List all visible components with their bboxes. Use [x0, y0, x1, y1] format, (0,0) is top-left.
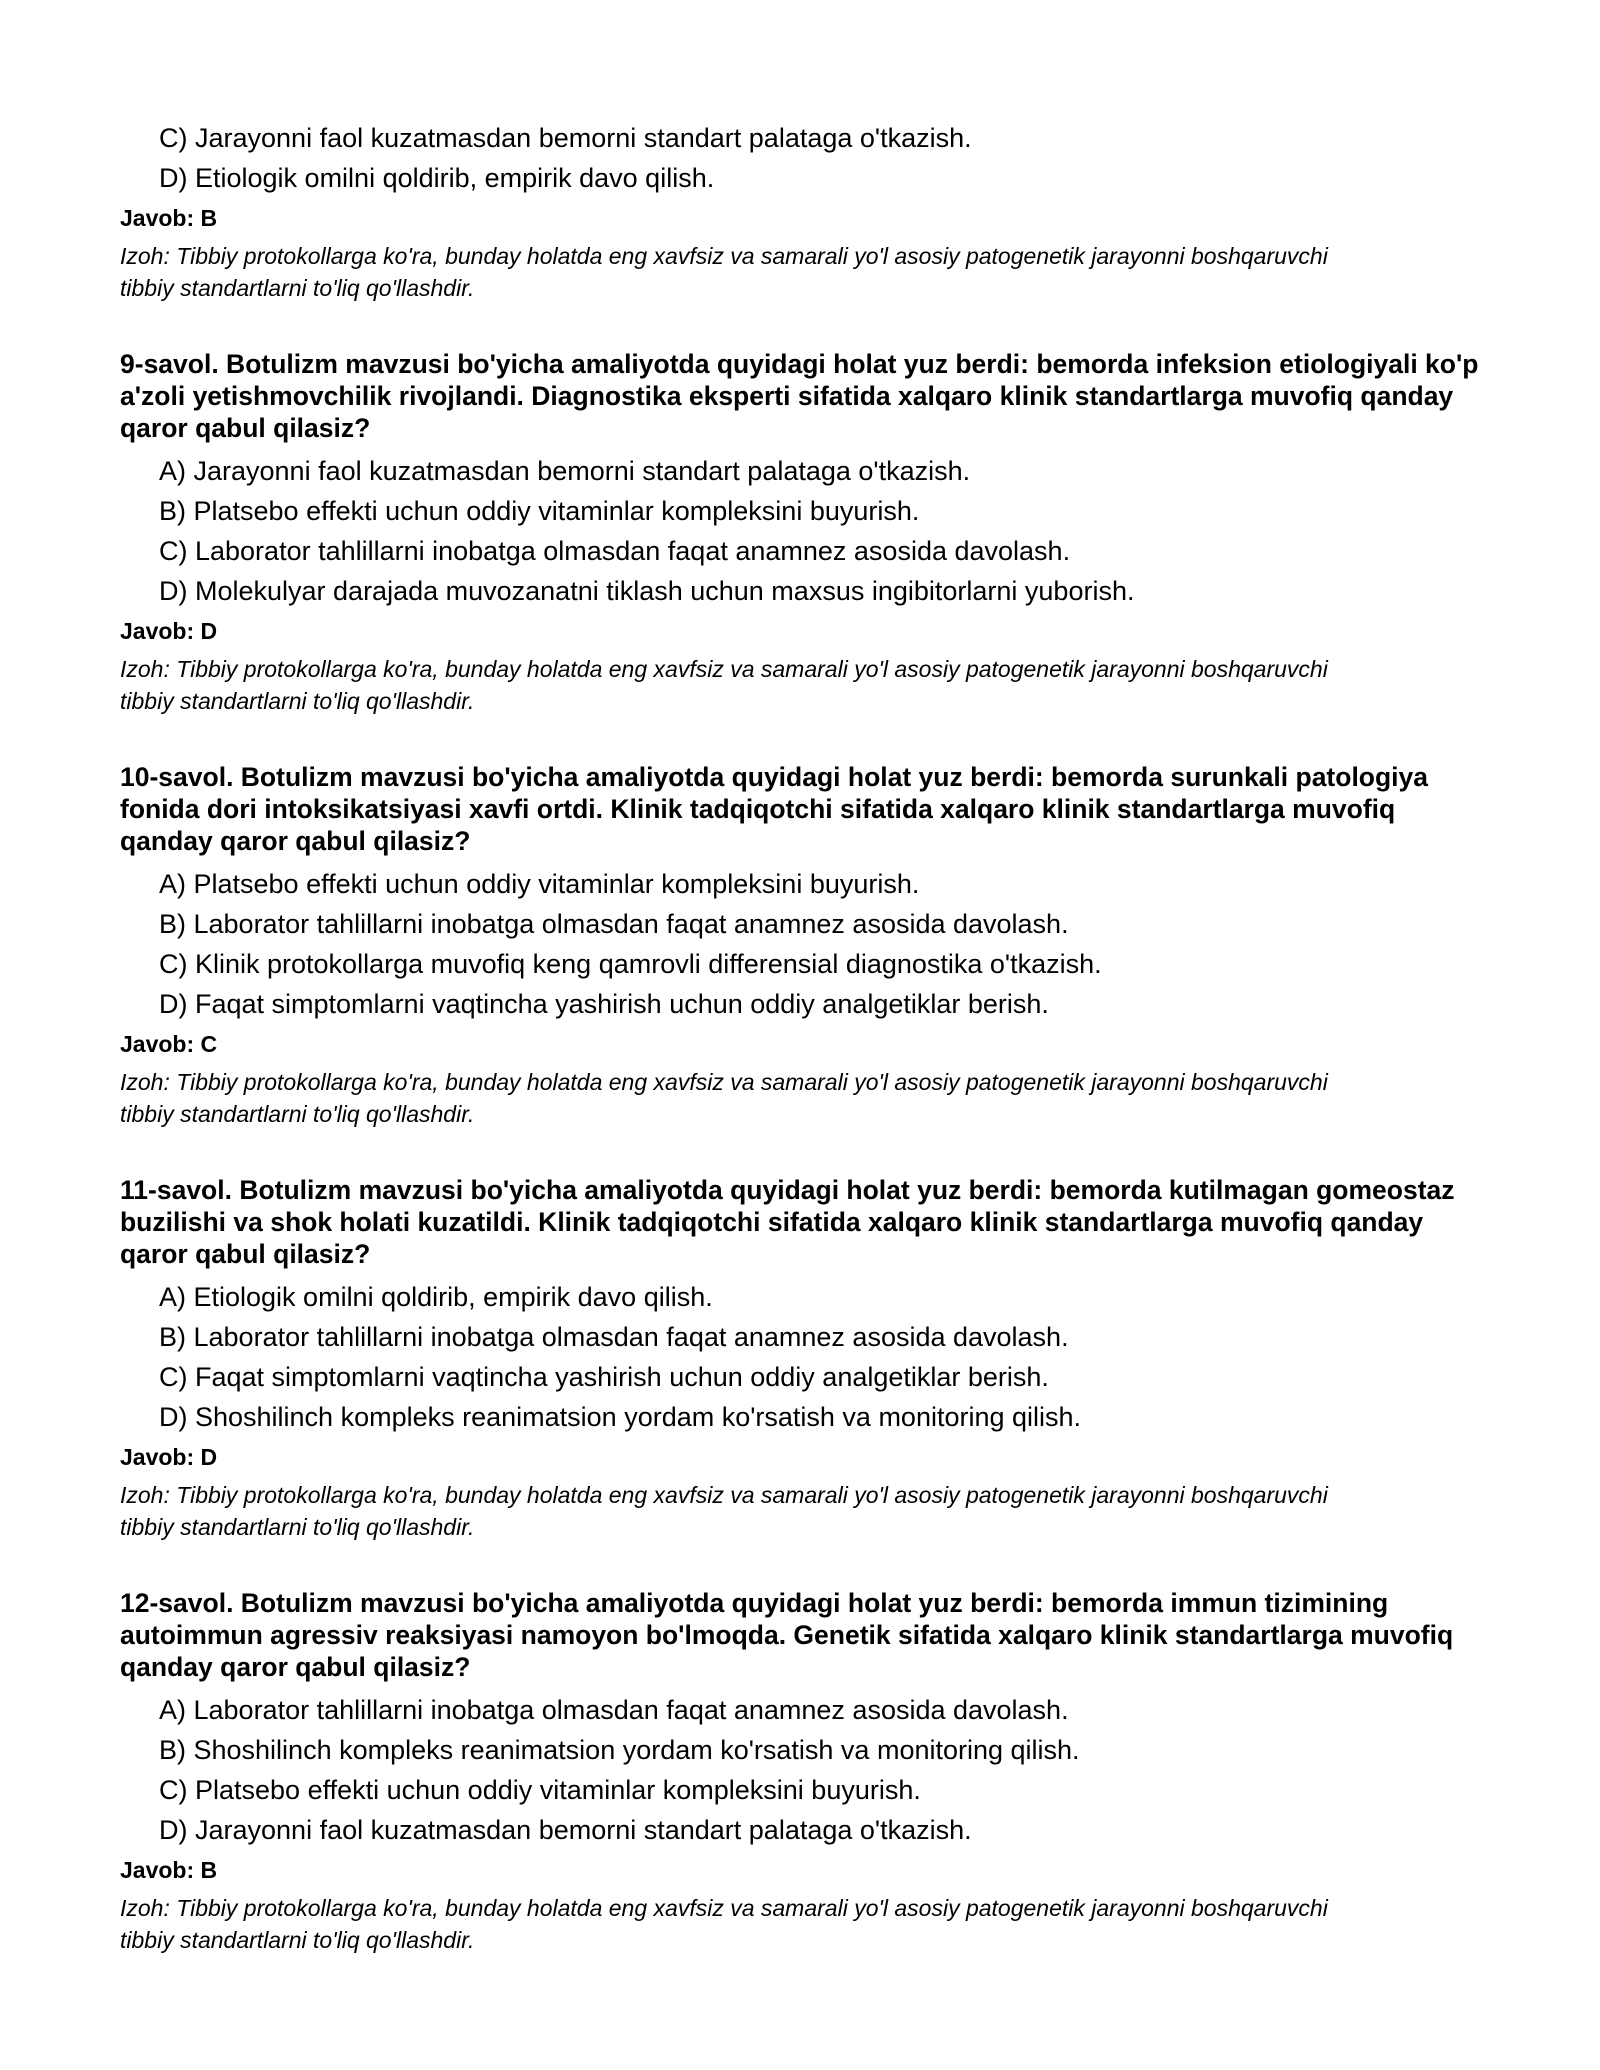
question-block-11: [120, 1174, 1480, 1543]
option-b: B) Laborator tahlillarni inobatga olmasdan faqat anamnez asosida davolash.: [159, 909, 1069, 939]
explanation-text: Izoh: Tibbiy protokollarga ko'ra, bunday holatda eng xavfsiz va samarali yo'l asosiy patogenetik jarayonni boshqaruvchi tibbiy standartlarni to'liq qo'llashdir.: [120, 243, 1328, 301]
option-c: C) Jarayonni faol kuzatmasdan bemorni standart palataga o'tkazish.: [159, 123, 972, 153]
answer-label: Javob: C: [120, 1031, 218, 1057]
option-d: D) Faqat simptomlarni vaqtincha yashirish uchun oddiy analgetiklar berish.: [159, 989, 1049, 1019]
question-block-10: [120, 761, 1480, 1130]
answer-label: Javob: B: [120, 1857, 218, 1883]
option-a: A) Jarayonni faol kuzatmasdan bemorni standart palataga o'tkazish.: [159, 456, 971, 486]
option-b: B) Shoshilinch kompleks reanimatsion yordam ko'rsatish va monitoring qilish.: [159, 1735, 1080, 1765]
explanation-text: Izoh: Tibbiy protokollarga ko'ra, bunday holatda eng xavfsiz va samarali yo'l asosiy patogenetik jarayonni boshqaruvchi tibbiy standartlarni to'liq qo'llashdir.: [120, 1895, 1328, 1953]
question-text: 10-savol. Botulizm mavzusi bo'yicha amaliyotda quyidagi holat yuz berdi: bemorda surunkali patologiya fonida dori intoksikatsiyasi xavfi ortdi. Klinik tadqiqotchi sifatida xalqaro klinik standartlarga muvofiq qanday qaror qabul qilasiz?: [120, 762, 1429, 856]
options-list: [120, 118, 1480, 198]
question-text: 11-savol. Botulizm mavzusi bo'yicha amaliyotda quyidagi holat yuz berdi: bemorda kutilmagan gomeostaz buzilishi va shok holati kuzatildi. Klinik tadqiqotchi sifatida xalqaro klinik standartlarga muvofiq qanday qaror qabul qilasiz?: [120, 1175, 1455, 1269]
question-block-12: [120, 1587, 1480, 1956]
option-a: A) Etiologik omilni qoldirib, empirik davo qilish.: [159, 1282, 713, 1312]
options-list: [120, 1277, 1480, 1437]
explanation-text: Izoh: Tibbiy protokollarga ko'ra, bunday holatda eng xavfsiz va samarali yo'l asosiy patogenetik jarayonni boshqaruvchi tibbiy standartlarni to'liq qo'llashdir.: [120, 1482, 1328, 1540]
option-a: A) Laborator tahlillarni inobatga olmasdan faqat anamnez asosida davolash.: [159, 1695, 1069, 1725]
option-b: B) Platsebo effekti uchun oddiy vitaminlar kompleksini buyurish.: [159, 496, 920, 526]
option-b: B) Laborator tahlillarni inobatga olmasdan faqat anamnez asosida davolash.: [159, 1322, 1069, 1352]
option-d: D) Shoshilinch kompleks reanimatsion yordam ko'rsatish va monitoring qilish.: [159, 1402, 1082, 1432]
answer-label: Javob: D: [120, 618, 218, 644]
question-block-continued: [120, 118, 1480, 304]
option-d: D) Molekulyar darajada muvozanatni tiklash uchun maxsus ingibitorlarni yuborish.: [159, 576, 1135, 606]
answer-label: Javob: D: [120, 1444, 218, 1470]
options-list: [120, 1690, 1480, 1850]
option-d: D) Etiologik omilni qoldirib, empirik davo qilish.: [159, 163, 715, 193]
options-list: [120, 864, 1480, 1024]
option-c: C) Laborator tahlillarni inobatga olmasdan faqat anamnez asosida davolash.: [159, 536, 1071, 566]
explanation-text: Izoh: Tibbiy protokollarga ko'ra, bunday holatda eng xavfsiz va samarali yo'l asosiy patogenetik jarayonni boshqaruvchi tibbiy standartlarni to'liq qo'llashdir.: [120, 656, 1328, 714]
answer-label: Javob: B: [120, 205, 218, 231]
option-c: C) Platsebo effekti uchun oddiy vitaminlar kompleksini buyurish.: [159, 1775, 921, 1805]
options-list: [120, 451, 1480, 611]
option-c: C) Faqat simptomlarni vaqtincha yashirish uchun oddiy analgetiklar berish.: [159, 1362, 1049, 1392]
explanation-text: Izoh: Tibbiy protokollarga ko'ra, bunday holatda eng xavfsiz va samarali yo'l asosiy patogenetik jarayonni boshqaruvchi tibbiy standartlarni to'liq qo'llashdir.: [120, 1069, 1328, 1127]
question-text: 9-savol. Botulizm mavzusi bo'yicha amaliyotda quyidagi holat yuz berdi: bemorda infeksion etiologiyali ko'p a'zoli yetishmovchilik rivojlandi. Diagnostika eksperti sifatida xalqaro klinik standartlarga muvofiq qanday qaror qabul qilasiz?: [120, 349, 1479, 443]
question-block-9: [120, 348, 1480, 717]
option-a: A) Platsebo effekti uchun oddiy vitaminlar kompleksini buyurish.: [159, 869, 920, 899]
question-text: 12-savol. Botulizm mavzusi bo'yicha amaliyotda quyidagi holat yuz berdi: bemorda immun tizimining autoimmun agressiv reaksiyasi namoyon bo'lmoqda. Genetik sifatida xalqaro klinik standartlarga muvofiq qanday qaror qabul qilasiz?: [120, 1588, 1454, 1682]
option-c: C) Klinik protokollarga muvofiq keng qamrovli differensial diagnostika o'tkazish.: [159, 949, 1102, 979]
option-d: D) Jarayonni faol kuzatmasdan bemorni standart palataga o'tkazish.: [159, 1815, 972, 1845]
